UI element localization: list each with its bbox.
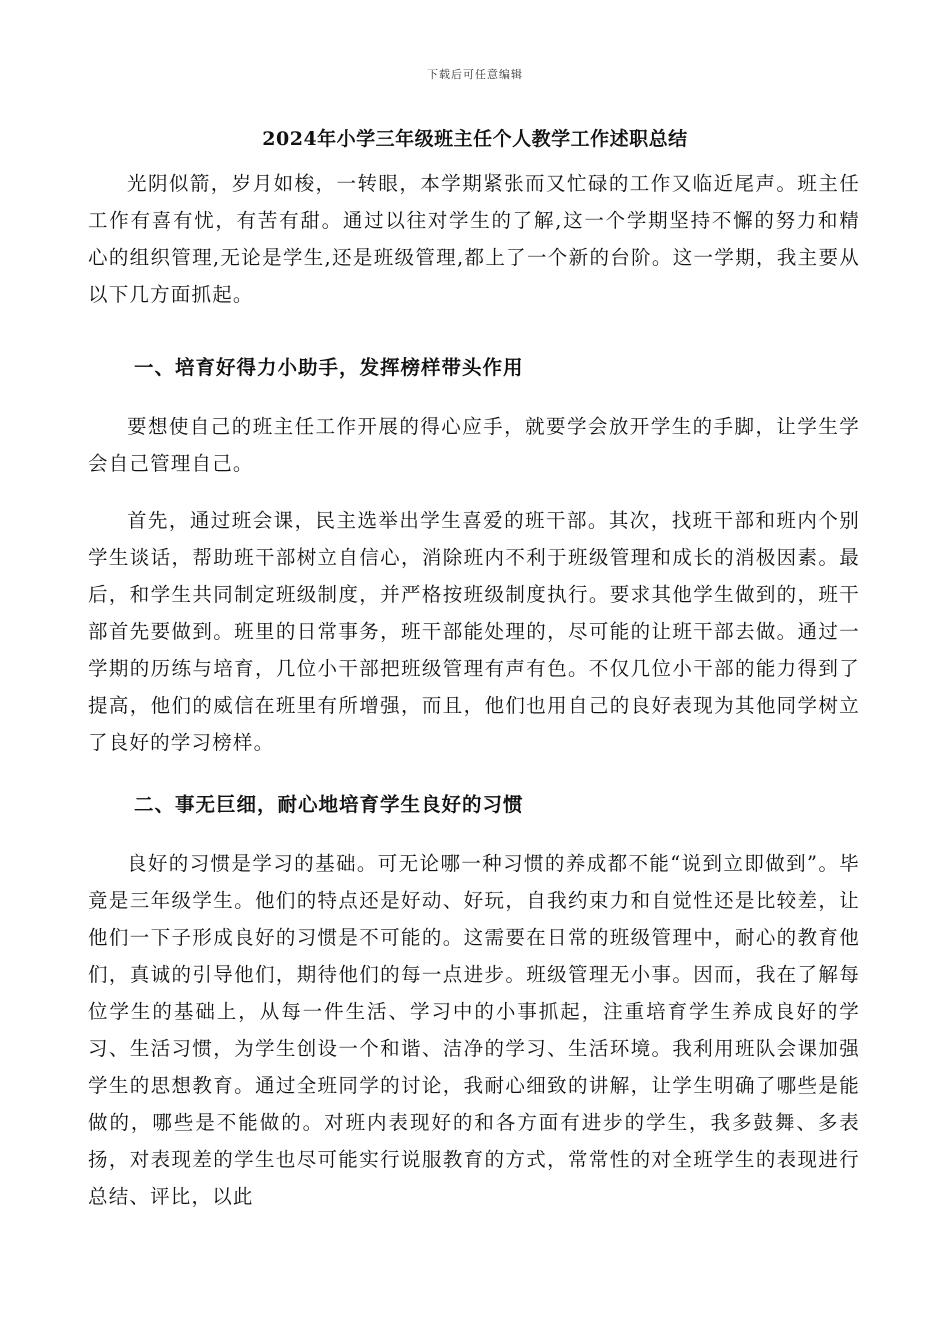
header-note: 下载后可任意编辑 <box>427 68 523 81</box>
document-title: 2024年小学三年级班主任个人教学工作述职总结 <box>262 128 688 150</box>
section2-paragraph-1: 良好的习惯是学习的基础。可无论哪一种习惯的养成都不能“说到立即做到”。毕竟是三年级学生。他们的特点还是好动、好玩，自我约束力和自觉性还是比较差，让他们一下子形成良好的习惯是不可能的。这需要在日常的班级管理中，耐心的教育他们，真诚的引导他们，期待他们的每一点进步。班级管理无小事。因而，我在了解每位学生的基础上，从每一件生活、学习中的小事抓起，注重培育学生养成良好的学习、生活习惯，为学生创设一个和谐、洁净的学习、生活环境。我利用班队会课加强学生的思想教育。通过全班同学的讨论，我耐心细致的讲解，让学生明确了哪些是能做的，哪些是不能做的。对班内表现好的和各方面有进步的学生，我多鼓舞、多表扬，对表现差的学生也尽可能实行说服教育的方式，常常性的对全班学生的表现进行总结、评比，以此 <box>88 852 860 1208</box>
section1-paragraph-1: 要想使自己的班主任工作开展的得心应手，就要学会放开学生的手脚，让学生学会自己管理自己。 <box>88 415 860 475</box>
section-heading-2: 二、事无巨细，耐心地培育学生良好的习惯 <box>134 793 524 816</box>
intro-paragraph: 光阴似箭，岁月如梭，一转眼，本学期紧张而又忙碌的工作又临近尾声。班主任工作有喜有忧，有苦有甜。通过以往对学生的了解,这一个学期坚持不懈的努力和精心的组织管理,无论是学生,还是班级管理,都上了一个新的台阶。这一学期，我主要从以下几方面抓起。 <box>88 172 860 306</box>
section1-paragraph-2: 首先，通过班会课，民主选举出学生喜爱的班干部。其次，找班干部和班内个别学生谈话，帮助班干部树立自信心，消除班内不利于班级管理和成长的消极因素。最后，和学生共同制定班级制度，并严格按班级制度执行。要求其他学生做到的，班干部首先要做到。班里的日常事务，班干部能处理的，尽可能的让班干部去做。通过一学期的历练与培育，几位小干部把班级管理有声有色。不仅几位小干部的能力得到了提高，他们的威信在班里有所增强，而且，他们也用自己的良好表现为其他同学树立了良好的学习榜样。 <box>88 509 860 754</box>
section-heading-1: 一、培育好得力小助手，发挥榜样带头作用 <box>134 356 524 379</box>
